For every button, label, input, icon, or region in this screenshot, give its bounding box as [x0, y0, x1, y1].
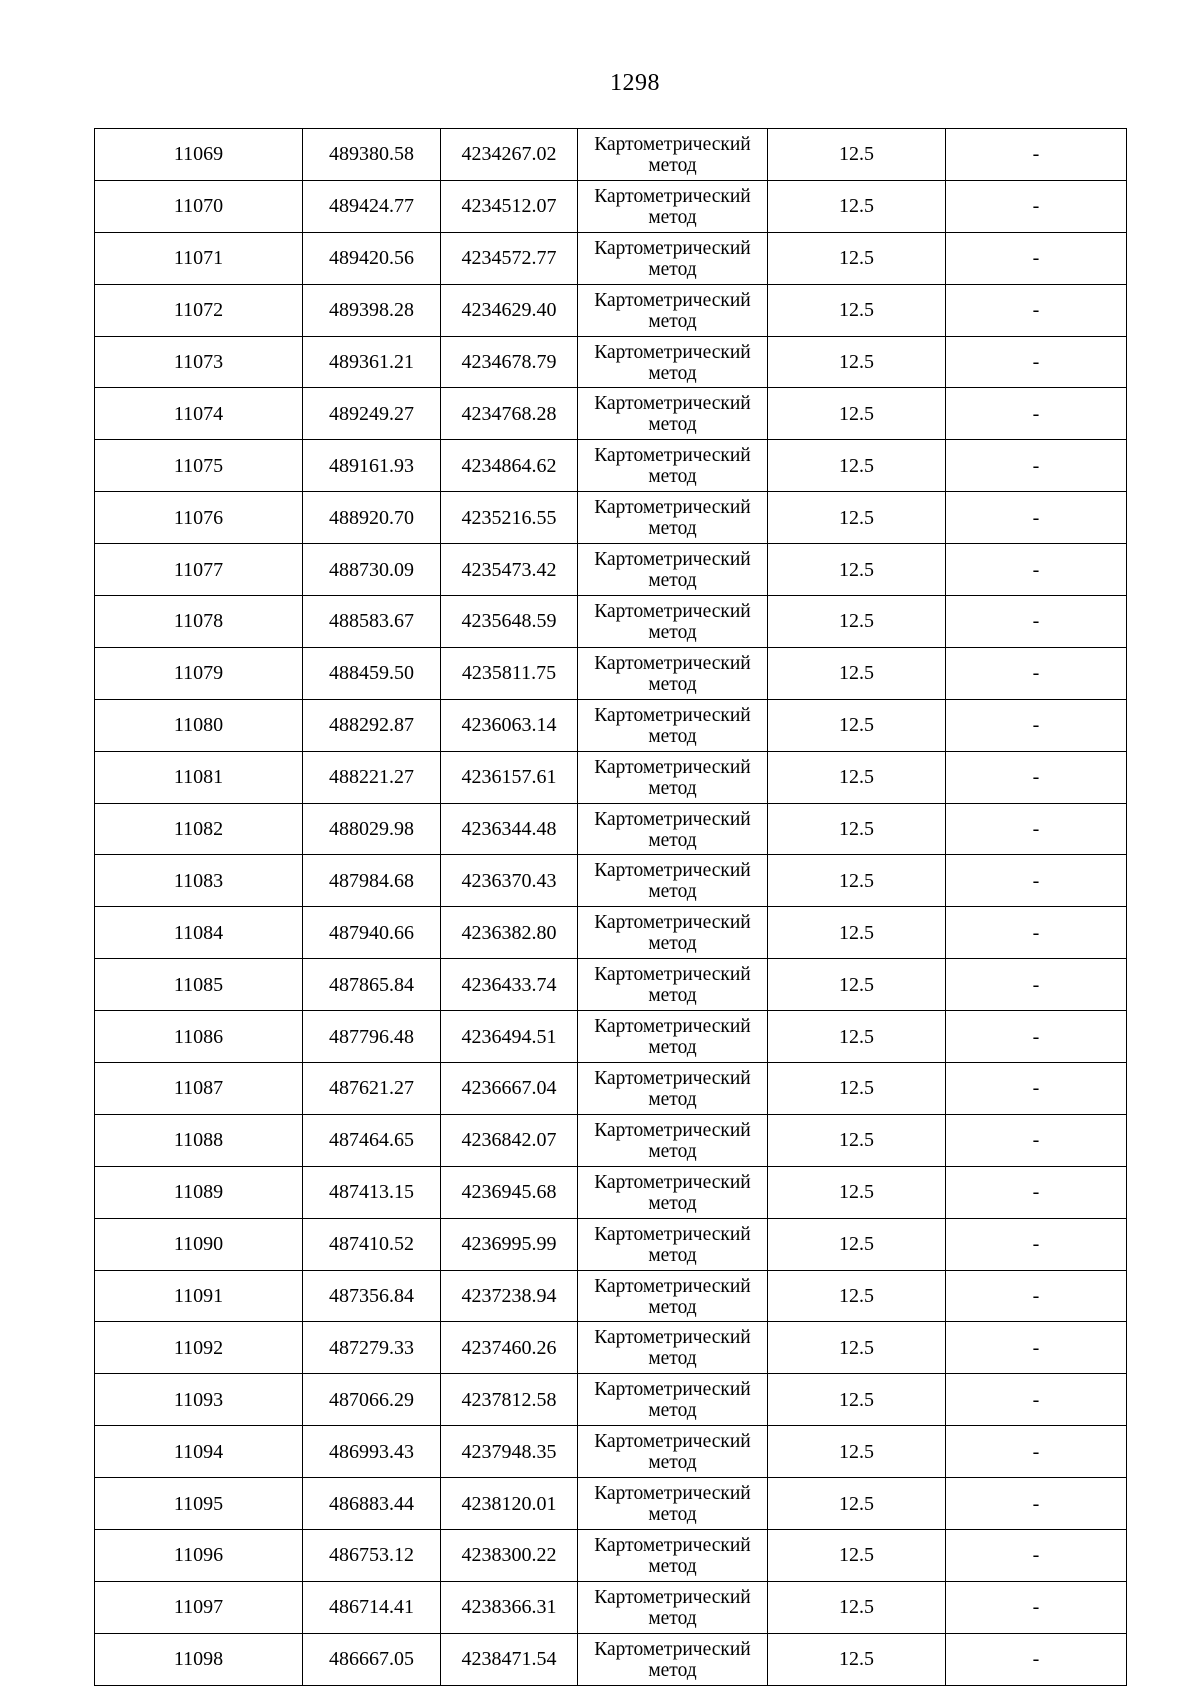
y-coordinate-cell: 4238471.54 [441, 1633, 578, 1685]
point-number-cell: 11079 [95, 647, 303, 699]
note-cell: - [946, 959, 1127, 1011]
note-cell: - [946, 596, 1127, 648]
y-coordinate-cell: 4236063.14 [441, 699, 578, 751]
table-row [95, 959, 1127, 1011]
note-cell: - [946, 440, 1127, 492]
note-cell: - [946, 129, 1127, 181]
y-coordinate-cell: 4234629.40 [441, 284, 578, 336]
table-row [95, 544, 1127, 596]
x-coordinate-cell: 489249.27 [303, 388, 441, 440]
y-coordinate-cell: 4236995.99 [441, 1218, 578, 1270]
method-line-1: Картометрический [594, 1223, 751, 1245]
method-cell [578, 855, 768, 907]
method-cell [578, 1374, 768, 1426]
note-cell: - [946, 1063, 1127, 1115]
table-row [95, 1374, 1127, 1426]
method-cell [578, 388, 768, 440]
x-coordinate-cell: 486883.44 [303, 1478, 441, 1530]
note-cell: - [946, 855, 1127, 907]
table-row [95, 1114, 1127, 1166]
point-number-cell: 11078 [95, 596, 303, 648]
method-line-2: метод [648, 1452, 697, 1474]
method-line-1: Картометрический [594, 912, 751, 934]
y-coordinate-cell: 4235648.59 [441, 596, 578, 648]
point-number-cell: 11082 [95, 803, 303, 855]
method-line-1: Картометрический [594, 1379, 751, 1401]
table-row [95, 284, 1127, 336]
method-line-1: Картометрический [594, 600, 751, 622]
x-coordinate-cell: 489380.58 [303, 129, 441, 181]
x-coordinate-cell: 487940.66 [303, 907, 441, 959]
method-line-1: Картометрический [594, 497, 751, 519]
note-cell: - [946, 647, 1127, 699]
note-cell: - [946, 751, 1127, 803]
x-coordinate-cell: 488920.70 [303, 492, 441, 544]
method-line-1: Картометрический [594, 1534, 751, 1556]
method-line-2: метод [648, 933, 697, 955]
method-line-2: метод [648, 1244, 697, 1266]
method-line-1: Картометрический [594, 445, 751, 467]
method-cell [578, 1218, 768, 1270]
accuracy-cell: 12.5 [768, 1426, 946, 1478]
method-cell [578, 1114, 768, 1166]
method-line-2: метод [648, 881, 697, 903]
table-row [95, 803, 1127, 855]
y-coordinate-cell: 4237812.58 [441, 1374, 578, 1426]
method-cell [578, 492, 768, 544]
method-cell [578, 336, 768, 388]
point-number-cell: 11073 [95, 336, 303, 388]
accuracy-cell: 12.5 [768, 544, 946, 596]
method-cell [578, 129, 768, 181]
y-coordinate-cell: 4234678.79 [441, 336, 578, 388]
method-cell [578, 1633, 768, 1685]
table-row [95, 129, 1127, 181]
point-number-cell: 11092 [95, 1322, 303, 1374]
method-cell [578, 440, 768, 492]
method-line-1: Картометрический [594, 1016, 751, 1038]
method-line-2: метод [648, 310, 697, 332]
method-cell [578, 803, 768, 855]
method-cell [578, 232, 768, 284]
method-line-2: метод [648, 258, 697, 280]
x-coordinate-cell: 488292.87 [303, 699, 441, 751]
accuracy-cell: 12.5 [768, 907, 946, 959]
y-coordinate-cell: 4238120.01 [441, 1478, 578, 1530]
point-number-cell: 11087 [95, 1063, 303, 1115]
method-line-2: метод [648, 570, 697, 592]
note-cell: - [946, 1114, 1127, 1166]
x-coordinate-cell: 487464.65 [303, 1114, 441, 1166]
note-cell: - [946, 180, 1127, 232]
x-coordinate-cell: 487984.68 [303, 855, 441, 907]
point-number-cell: 11080 [95, 699, 303, 751]
y-coordinate-cell: 4234512.07 [441, 180, 578, 232]
accuracy-cell: 12.5 [768, 1270, 946, 1322]
y-coordinate-cell: 4234572.77 [441, 232, 578, 284]
method-cell [578, 1581, 768, 1633]
note-cell: - [946, 1426, 1127, 1478]
method-cell [578, 1011, 768, 1063]
point-number-cell: 11072 [95, 284, 303, 336]
point-number-cell: 11088 [95, 1114, 303, 1166]
table-row [95, 388, 1127, 440]
method-cell [578, 1478, 768, 1530]
accuracy-cell: 12.5 [768, 1633, 946, 1685]
accuracy-cell: 12.5 [768, 1063, 946, 1115]
table-row [95, 1270, 1127, 1322]
method-line-2: метод [648, 725, 697, 747]
accuracy-cell: 12.5 [768, 1166, 946, 1218]
method-line-1: Картометрический [594, 185, 751, 207]
method-cell [578, 180, 768, 232]
table-row [95, 699, 1127, 751]
x-coordinate-cell: 488730.09 [303, 544, 441, 596]
x-coordinate-cell: 488221.27 [303, 751, 441, 803]
point-number-cell: 11086 [95, 1011, 303, 1063]
method-line-2: метод [648, 1140, 697, 1162]
table-row [95, 1530, 1127, 1582]
page-number: 1298 [610, 70, 660, 96]
method-line-1: Картометрический [594, 549, 751, 571]
note-cell: - [946, 284, 1127, 336]
note-cell: - [946, 544, 1127, 596]
method-line-1: Картометрический [594, 964, 751, 986]
method-cell [578, 1270, 768, 1322]
x-coordinate-cell: 489161.93 [303, 440, 441, 492]
method-line-1: Картометрический [594, 652, 751, 674]
method-line-2: метод [648, 206, 697, 228]
accuracy-cell: 12.5 [768, 1011, 946, 1063]
point-number-cell: 11091 [95, 1270, 303, 1322]
y-coordinate-cell: 4235473.42 [441, 544, 578, 596]
table-row [95, 907, 1127, 959]
accuracy-cell: 12.5 [768, 1218, 946, 1270]
method-line-2: метод [648, 1659, 697, 1681]
method-line-2: метод [648, 1088, 697, 1110]
accuracy-cell: 12.5 [768, 180, 946, 232]
method-line-1: Картометрический [594, 289, 751, 311]
table-row [95, 1426, 1127, 1478]
point-number-cell: 11077 [95, 544, 303, 596]
note-cell: - [946, 1011, 1127, 1063]
note-cell: - [946, 1322, 1127, 1374]
y-coordinate-cell: 4234267.02 [441, 129, 578, 181]
accuracy-cell: 12.5 [768, 855, 946, 907]
table-row [95, 1011, 1127, 1063]
x-coordinate-cell: 487796.48 [303, 1011, 441, 1063]
x-coordinate-cell: 489361.21 [303, 336, 441, 388]
x-coordinate-cell: 486714.41 [303, 1581, 441, 1633]
method-cell [578, 1426, 768, 1478]
accuracy-cell: 12.5 [768, 959, 946, 1011]
accuracy-cell: 12.5 [768, 1114, 946, 1166]
x-coordinate-cell: 486753.12 [303, 1530, 441, 1582]
table-row [95, 232, 1127, 284]
y-coordinate-cell: 4237948.35 [441, 1426, 578, 1478]
note-cell: - [946, 388, 1127, 440]
y-coordinate-cell: 4238366.31 [441, 1581, 578, 1633]
y-coordinate-cell: 4236370.43 [441, 855, 578, 907]
x-coordinate-cell: 489398.28 [303, 284, 441, 336]
method-cell [578, 1063, 768, 1115]
accuracy-cell: 12.5 [768, 388, 946, 440]
coordinates-table-body [95, 129, 1127, 1686]
method-line-2: метод [648, 1607, 697, 1629]
accuracy-cell: 12.5 [768, 492, 946, 544]
accuracy-cell: 12.5 [768, 336, 946, 388]
point-number-cell: 11074 [95, 388, 303, 440]
table-row [95, 1166, 1127, 1218]
method-line-1: Картометрический [594, 1483, 751, 1505]
accuracy-cell: 12.5 [768, 803, 946, 855]
x-coordinate-cell: 486993.43 [303, 1426, 441, 1478]
point-number-cell: 11075 [95, 440, 303, 492]
y-coordinate-cell: 4236157.61 [441, 751, 578, 803]
point-number-cell: 11090 [95, 1218, 303, 1270]
x-coordinate-cell: 487279.33 [303, 1322, 441, 1374]
method-cell [578, 959, 768, 1011]
method-line-1: Картометрический [594, 1067, 751, 1089]
method-cell [578, 596, 768, 648]
point-number-cell: 11069 [95, 129, 303, 181]
note-cell: - [946, 1374, 1127, 1426]
method-line-1: Картометрический [594, 808, 751, 830]
note-cell: - [946, 1581, 1127, 1633]
y-coordinate-cell: 4236433.74 [441, 959, 578, 1011]
accuracy-cell: 12.5 [768, 1374, 946, 1426]
x-coordinate-cell: 487410.52 [303, 1218, 441, 1270]
note-cell: - [946, 1530, 1127, 1582]
accuracy-cell: 12.5 [768, 596, 946, 648]
method-line-2: метод [648, 1192, 697, 1214]
point-number-cell: 11098 [95, 1633, 303, 1685]
table-row [95, 180, 1127, 232]
point-number-cell: 11085 [95, 959, 303, 1011]
method-line-1: Картометрический [594, 237, 751, 259]
method-line-1: Картометрический [594, 704, 751, 726]
coordinates-table [94, 128, 1127, 1686]
method-line-2: метод [648, 1504, 697, 1526]
method-line-1: Картометрический [594, 1586, 751, 1608]
table-row [95, 855, 1127, 907]
accuracy-cell: 12.5 [768, 751, 946, 803]
method-line-1: Картометрический [594, 756, 751, 778]
point-number-cell: 11076 [95, 492, 303, 544]
note-cell: - [946, 1166, 1127, 1218]
method-cell [578, 1166, 768, 1218]
x-coordinate-cell: 486667.05 [303, 1633, 441, 1685]
y-coordinate-cell: 4236842.07 [441, 1114, 578, 1166]
x-coordinate-cell: 487413.15 [303, 1166, 441, 1218]
accuracy-cell: 12.5 [768, 440, 946, 492]
accuracy-cell: 12.5 [768, 699, 946, 751]
note-cell: - [946, 492, 1127, 544]
table-row [95, 1322, 1127, 1374]
table-row [95, 1478, 1127, 1530]
method-line-2: метод [648, 829, 697, 851]
x-coordinate-cell: 487865.84 [303, 959, 441, 1011]
accuracy-cell: 12.5 [768, 232, 946, 284]
y-coordinate-cell: 4235811.75 [441, 647, 578, 699]
accuracy-cell: 12.5 [768, 1530, 946, 1582]
method-line-1: Картометрический [594, 860, 751, 882]
y-coordinate-cell: 4236494.51 [441, 1011, 578, 1063]
y-coordinate-cell: 4235216.55 [441, 492, 578, 544]
x-coordinate-cell: 487356.84 [303, 1270, 441, 1322]
method-cell [578, 907, 768, 959]
method-cell [578, 1322, 768, 1374]
note-cell: - [946, 907, 1127, 959]
accuracy-cell: 12.5 [768, 647, 946, 699]
method-line-2: метод [648, 673, 697, 695]
x-coordinate-cell: 487621.27 [303, 1063, 441, 1115]
method-cell [578, 751, 768, 803]
method-line-1: Картометрический [594, 341, 751, 363]
method-line-2: метод [648, 154, 697, 176]
note-cell: - [946, 1478, 1127, 1530]
y-coordinate-cell: 4234864.62 [441, 440, 578, 492]
point-number-cell: 11097 [95, 1581, 303, 1633]
point-number-cell: 11070 [95, 180, 303, 232]
table-row [95, 647, 1127, 699]
table-row [95, 440, 1127, 492]
point-number-cell: 11084 [95, 907, 303, 959]
note-cell: - [946, 803, 1127, 855]
method-line-1: Картометрический [594, 1119, 751, 1141]
method-line-2: метод [648, 985, 697, 1007]
point-number-cell: 11094 [95, 1426, 303, 1478]
note-cell: - [946, 232, 1127, 284]
point-number-cell: 11093 [95, 1374, 303, 1426]
y-coordinate-cell: 4236945.68 [441, 1166, 578, 1218]
method-line-1: Картометрический [594, 1275, 751, 1297]
table-row [95, 492, 1127, 544]
x-coordinate-cell: 488459.50 [303, 647, 441, 699]
point-number-cell: 11095 [95, 1478, 303, 1530]
method-line-1: Картометрический [594, 1327, 751, 1349]
method-line-1: Картометрический [594, 393, 751, 415]
note-cell: - [946, 336, 1127, 388]
method-cell [578, 699, 768, 751]
accuracy-cell: 12.5 [768, 129, 946, 181]
y-coordinate-cell: 4237460.26 [441, 1322, 578, 1374]
method-line-1: Картометрический [594, 1638, 751, 1660]
table-row [95, 1581, 1127, 1633]
method-cell [578, 544, 768, 596]
y-coordinate-cell: 4236344.48 [441, 803, 578, 855]
x-coordinate-cell: 489420.56 [303, 232, 441, 284]
note-cell: - [946, 699, 1127, 751]
table-row [95, 596, 1127, 648]
table-row [95, 1633, 1127, 1685]
method-line-1: Картометрический [594, 133, 751, 155]
note-cell: - [946, 1218, 1127, 1270]
table-row [95, 336, 1127, 388]
method-line-2: метод [648, 1400, 697, 1422]
method-cell [578, 284, 768, 336]
accuracy-cell: 12.5 [768, 1322, 946, 1374]
y-coordinate-cell: 4237238.94 [441, 1270, 578, 1322]
note-cell: - [946, 1270, 1127, 1322]
method-line-2: метод [648, 362, 697, 384]
accuracy-cell: 12.5 [768, 1478, 946, 1530]
point-number-cell: 11083 [95, 855, 303, 907]
method-line-2: метод [648, 1555, 697, 1577]
accuracy-cell: 12.5 [768, 284, 946, 336]
method-line-2: метод [648, 466, 697, 488]
method-line-2: метод [648, 518, 697, 540]
method-line-2: метод [648, 414, 697, 436]
method-cell [578, 1530, 768, 1582]
y-coordinate-cell: 4236667.04 [441, 1063, 578, 1115]
x-coordinate-cell: 488029.98 [303, 803, 441, 855]
method-line-2: метод [648, 621, 697, 643]
method-line-2: метод [648, 777, 697, 799]
method-line-1: Картометрический [594, 1431, 751, 1453]
method-line-2: метод [648, 1296, 697, 1318]
x-coordinate-cell: 489424.77 [303, 180, 441, 232]
method-line-1: Картометрический [594, 1171, 751, 1193]
table-row [95, 751, 1127, 803]
x-coordinate-cell: 488583.67 [303, 596, 441, 648]
table-row [95, 1218, 1127, 1270]
point-number-cell: 11071 [95, 232, 303, 284]
accuracy-cell: 12.5 [768, 1581, 946, 1633]
method-line-2: метод [648, 1348, 697, 1370]
y-coordinate-cell: 4238300.22 [441, 1530, 578, 1582]
note-cell: - [946, 1633, 1127, 1685]
point-number-cell: 11096 [95, 1530, 303, 1582]
x-coordinate-cell: 487066.29 [303, 1374, 441, 1426]
method-line-2: метод [648, 1037, 697, 1059]
y-coordinate-cell: 4234768.28 [441, 388, 578, 440]
y-coordinate-cell: 4236382.80 [441, 907, 578, 959]
table-row [95, 1063, 1127, 1115]
point-number-cell: 11089 [95, 1166, 303, 1218]
method-cell [578, 647, 768, 699]
point-number-cell: 11081 [95, 751, 303, 803]
